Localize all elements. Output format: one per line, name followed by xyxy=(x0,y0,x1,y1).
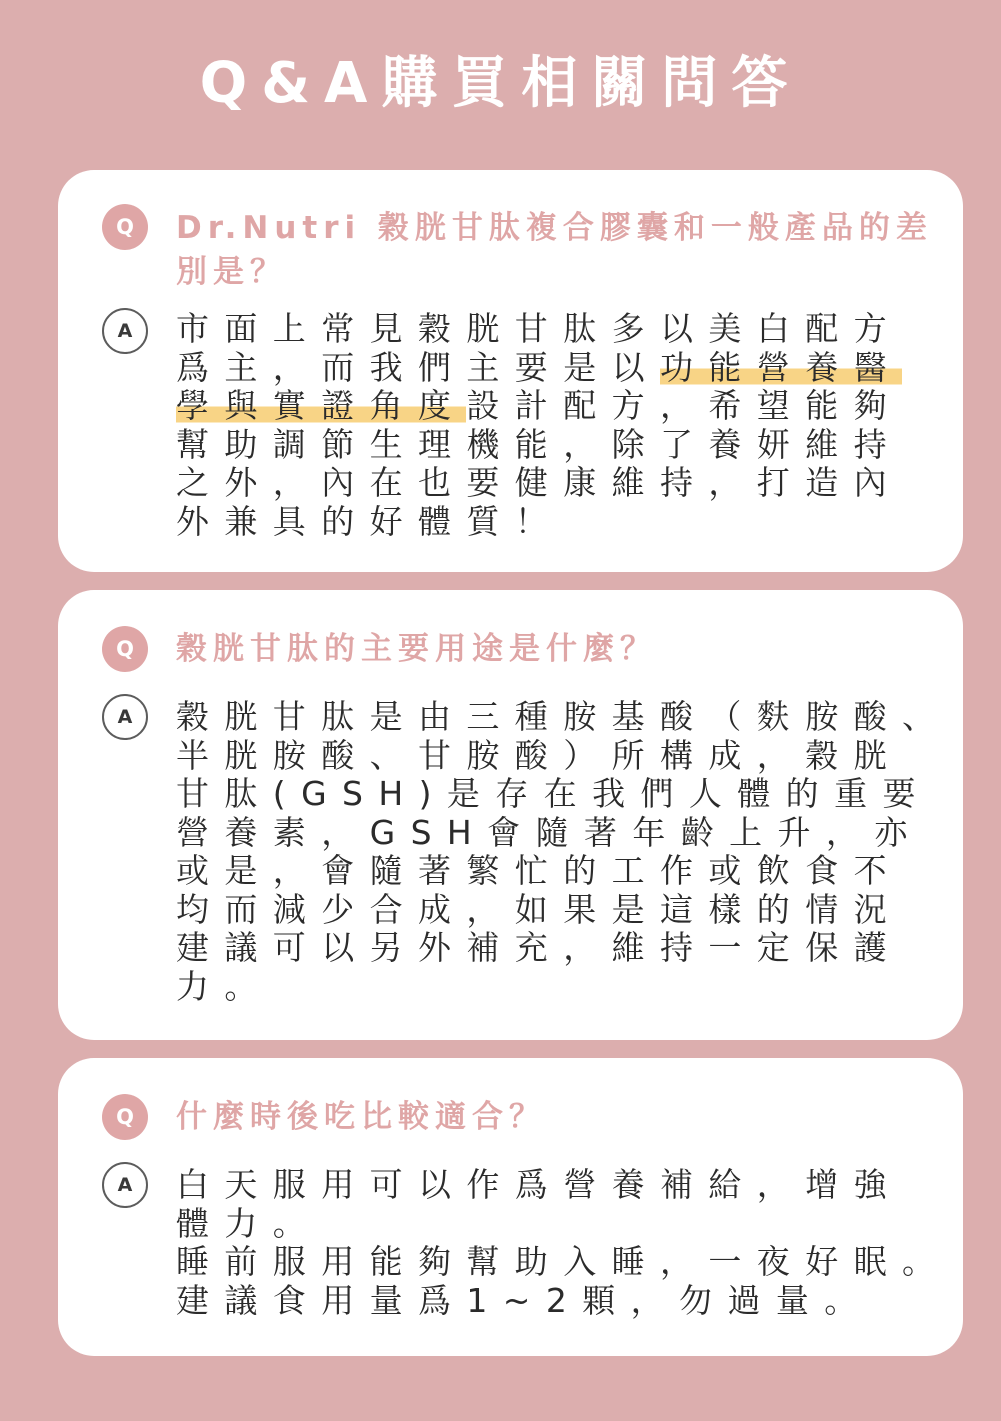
answer-line: 市面上常見穀胱甘肽多以美白配方 xyxy=(176,309,902,348)
answer-line: 外兼具的好體質！ xyxy=(176,501,564,541)
answer-line: 或是，會隨著繁忙的工作或飲食不 xyxy=(176,851,902,890)
answer-line: 半胱胺酸、甘胺酸）所構成，穀胱 xyxy=(176,735,902,775)
question-badge-icon: Q xyxy=(102,626,148,672)
answer-line: 白天服用可以作爲營養補給，增強 xyxy=(176,1165,902,1204)
qa-card-2 xyxy=(58,590,963,1040)
answer-line: 穀胱甘肽是由三種胺基酸（麩胺酸、 xyxy=(176,697,951,736)
answer-line: 甘肽(GSH)是存在我們人體的重要 xyxy=(176,774,931,813)
question-badge-icon: Q xyxy=(102,1094,148,1140)
answer-line: 體力。 xyxy=(176,1203,322,1243)
answer-line xyxy=(176,349,902,388)
answer-line: 幫助調節生理機能，除了養妍維持 xyxy=(176,424,902,464)
answer-badge-icon: A xyxy=(102,694,148,740)
question-text: Dr.Nutri 穀胱甘肽複合膠囊和一般產品的差別是？ xyxy=(176,210,933,290)
page-title: Q&A購買相關問答 xyxy=(199,51,802,116)
answer-text xyxy=(176,1166,950,1320)
answer-badge-icon: A xyxy=(102,1162,148,1208)
answer-line-part: 設計配方，希望能夠 xyxy=(466,386,903,425)
answer-line xyxy=(176,387,902,426)
answer-text xyxy=(176,310,902,541)
highlighted-phrase: 功能營養醫 xyxy=(660,347,902,387)
highlighted-phrase: 學與實證角度 xyxy=(176,386,467,425)
question-text: 什麼時後吃比較適合？ xyxy=(176,1099,546,1135)
qa-card-3 xyxy=(58,1058,963,1356)
answer-line: 建議可以另外補充，維持一定保護 xyxy=(176,928,902,967)
answer-line: 建議食用量爲1~2顆，勿過量。 xyxy=(176,1280,873,1320)
answer-text xyxy=(176,698,950,1006)
question-text: 穀胱甘肽的主要用途是什麼？ xyxy=(176,631,657,667)
answer-badge-icon: A xyxy=(102,308,148,354)
answer-line-part: 爲主，而我們主要是以 xyxy=(176,347,660,387)
answer-line: 營養素，GSH會隨著年齡上升，亦 xyxy=(176,812,923,852)
qa-card-1 xyxy=(58,170,963,572)
answer-line: 睡前服用能夠幫助入睡，一夜好眠。 xyxy=(176,1242,951,1281)
answer-line: 均而減少合成，如果是這樣的情況 xyxy=(176,889,902,929)
question-badge-icon: Q xyxy=(102,204,148,250)
answer-line: 之外，內在也要健康維持，打造內 xyxy=(176,463,902,502)
answer-line: 力。 xyxy=(176,966,273,1006)
